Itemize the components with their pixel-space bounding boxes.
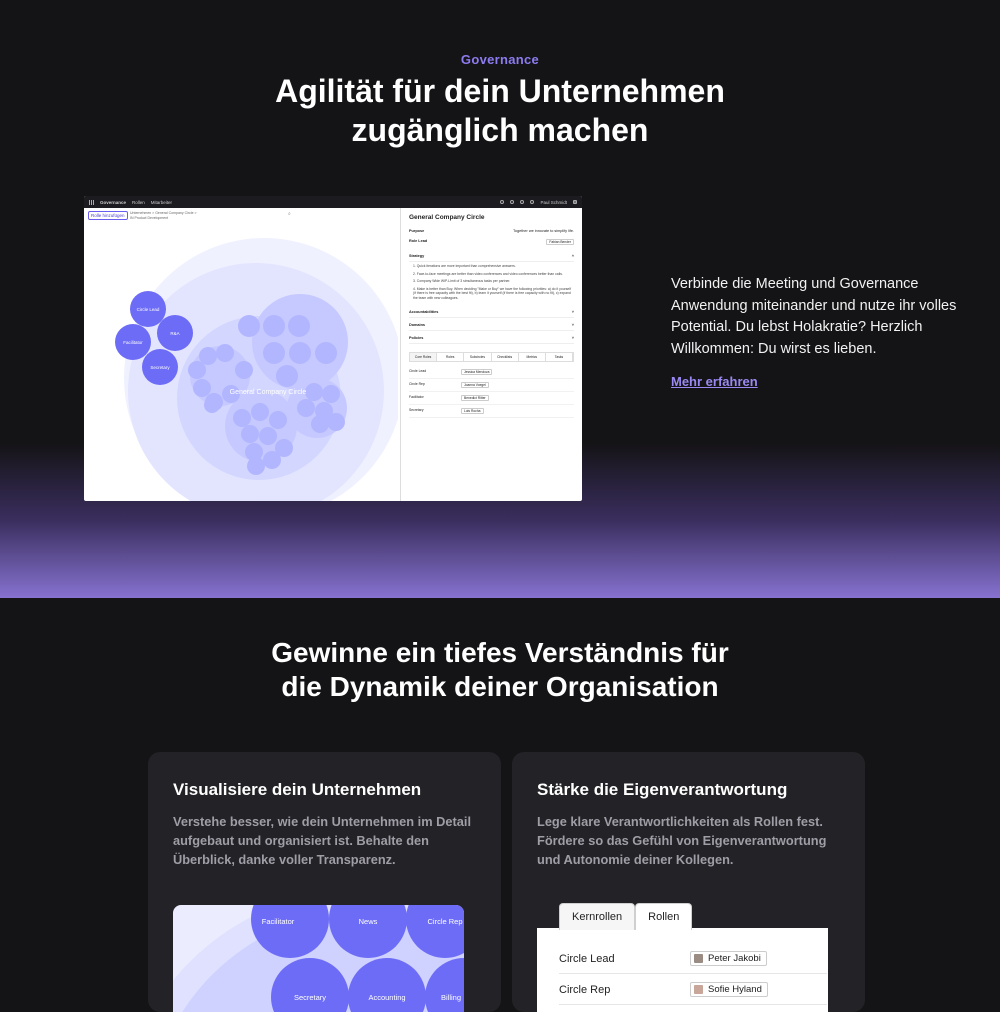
strategy-item: 2. Face-to-face meetings are better than video conferences and video conferences better than calls. <box>413 271 563 276</box>
feature-card-visualize <box>148 752 501 1012</box>
tab-roles[interactable]: Roles <box>437 353 464 361</box>
list-item <box>409 379 574 392</box>
app-nav-governance: Governance <box>100 199 127 205</box>
policies-label: Policies <box>409 335 424 340</box>
avatar <box>694 954 703 963</box>
bubble-label-circle-lead: Circle Lead <box>136 307 160 312</box>
app-detail-panel <box>400 208 582 501</box>
notification-icon <box>500 200 504 204</box>
strategy-item: 4. Make is better than Buy. When deciding "Make or Buy" we have the following priorities: a) do it yourself (if there is free capacity with the best fit), b) learn it yourself (if there is free capacity with no fit), c) expand the team with new colleagues. <box>413 286 572 300</box>
domains-header[interactable] <box>409 320 574 331</box>
app-nav-mitarbeiter: Mitarbeiter <box>150 199 173 205</box>
list-item <box>409 405 574 418</box>
avatar <box>573 200 577 204</box>
circle-visualization <box>173 905 464 1012</box>
role-lead-label: Role Lead <box>409 239 428 243</box>
bubble-label-ra: R&A <box>170 331 180 336</box>
strategy-item: 3. Company Wide WIP-Limit of 3 simultaneous tasks per partner. <box>413 279 511 284</box>
purpose-value: Together we innovate to simplify life. <box>513 229 574 233</box>
avatar <box>694 985 703 994</box>
app-topbar <box>84 196 582 208</box>
strategy-list <box>413 264 574 301</box>
tab-rollen[interactable]: Rollen <box>635 903 692 930</box>
role-person[interactable]: Benedict Ritter <box>461 395 489 401</box>
bubble-label-facilitator: Facilitator <box>261 917 295 926</box>
section2-title-line2: die Dynamik deiner Organisation <box>281 671 719 702</box>
list-item <box>409 392 574 405</box>
person-chip[interactable] <box>690 982 768 997</box>
purpose-row <box>409 229 574 233</box>
strategy-label: Strategy <box>409 254 425 258</box>
chevron-down-icon: ˅ <box>571 335 574 340</box>
list-item <box>409 366 574 379</box>
tab-kernrollen[interactable]: Kernrollen <box>559 903 635 930</box>
chat-icon <box>520 200 524 204</box>
role-name: Circle Lead <box>559 952 615 965</box>
card-title: Stärke die Eigenverantwortung <box>537 780 788 799</box>
chevron-up-icon: ˄ <box>571 254 574 258</box>
role-person[interactable]: Jessica Mendoza <box>461 369 492 375</box>
role-lead-value[interactable]: Fabian Bender <box>546 239 574 245</box>
role-person[interactable]: Joanna Voegel <box>461 382 489 388</box>
accountabilities-label: Accountabilities <box>409 309 439 314</box>
core-roles-list <box>409 366 574 418</box>
tab-checklists[interactable]: Checklists <box>492 353 519 361</box>
card-text: Verstehe besser, wie dein Unternehmen im Detail aufgebaut und organisiert ist. Behalte den Überblick, danke voller Transparenz. <box>173 814 471 867</box>
section2-title-line1: Gewinne ein tiefes Verständnis für <box>271 637 729 668</box>
bubble-label-facilitator: Facilitator <box>123 340 143 345</box>
role-name: Facilitator <box>409 394 424 399</box>
feature-card-ownership <box>512 752 865 1012</box>
panel-tabs <box>409 352 574 362</box>
chevron-down-icon: ˅ <box>571 309 574 314</box>
phone-icon <box>510 200 514 204</box>
table-row <box>559 944 827 974</box>
hero-description: Verbinde die Meeting und Governance Anwendung miteinander und nutze ihr volles Potential. Du lebst Holakratie? Herzlich Willkommen: Du wirst es lieben. <box>671 276 957 357</box>
learn-more-link[interactable]: Mehr erfahren <box>671 374 758 389</box>
app-nav-rollen: Rollen <box>132 199 145 205</box>
person-chip[interactable] <box>690 951 767 966</box>
roles-tabs <box>559 903 692 930</box>
role-name: Circle Lead <box>409 368 427 373</box>
bubble-label-news: News <box>358 917 378 926</box>
hero-title-line1: Agilität für dein Unternehmen <box>275 73 725 109</box>
role-person[interactable]: Luis Rocha <box>461 408 484 414</box>
bubble-label-accounting: Accounting <box>368 993 406 1002</box>
add-role-button[interactable]: Rolle hinzufügen <box>88 211 128 220</box>
role-name: Circle Rep <box>559 983 611 996</box>
card-text: Lege klare Verantwortlichkeiten als Rollen fest. Fördere so das Gefühl von Eigenverantwortung und Autonomie deiner Kollegen. <box>537 814 827 867</box>
chevron-down-icon: ˅ <box>571 322 574 327</box>
role-name: Circle Rep <box>409 381 425 386</box>
roles-panel <box>537 928 828 1012</box>
app-user-name: Paul Schmidt <box>540 199 567 205</box>
table-row <box>559 975 827 1005</box>
hero-title <box>0 72 1000 150</box>
bubble-label-circle-rep: Circle Rep <box>427 917 463 926</box>
search-icon[interactable]: ⌕ <box>288 211 291 217</box>
bubble-chart <box>173 905 464 1012</box>
circle-chart <box>84 208 398 501</box>
hero-title-line2: zugänglich machen <box>351 112 649 148</box>
tab-tasks[interactable]: Tasks <box>546 353 573 361</box>
hero-eyebrow: Governance <box>460 52 540 67</box>
role-lead-row <box>409 239 574 245</box>
strategy-item: 1. Quick iterations are more important than comprehensive answers. <box>413 264 516 268</box>
app-topbar-right <box>500 200 577 205</box>
bubble-label-secretary: Secretary <box>150 365 170 370</box>
tab-core-roles[interactable]: Core Roles <box>410 353 437 361</box>
tab-metrics[interactable]: Metrics <box>519 353 546 361</box>
panel-title: General Company Circle <box>409 214 485 221</box>
help-icon <box>530 200 534 204</box>
policies-header[interactable] <box>409 333 574 344</box>
domains-label: Domains <box>409 322 426 327</box>
apps-grid-icon <box>89 200 94 205</box>
accountabilities-header[interactable] <box>409 307 574 318</box>
tab-subcircles[interactable]: Subcircles <box>464 353 491 361</box>
breadcrumb: Unternehmen > General Company Circle > IN Product Development <box>130 211 197 220</box>
person-name: Peter Jakobi <box>708 953 761 964</box>
center-circle-label: General Company Circle <box>229 389 307 396</box>
app-screenshot <box>84 196 582 501</box>
section2-title <box>0 636 1000 704</box>
card-title: Visualisiere dein Unternehmen <box>173 780 422 799</box>
purpose-label: Purpose <box>409 229 425 233</box>
person-name: Sofie Hyland <box>708 984 762 995</box>
strategy-header[interactable] <box>409 251 574 262</box>
role-name: Secretary <box>409 407 424 412</box>
bubble-label-billing: Billing <box>440 993 462 1002</box>
app-circle-view <box>84 208 398 501</box>
bubble-label-secretary: Secretary <box>293 993 327 1002</box>
